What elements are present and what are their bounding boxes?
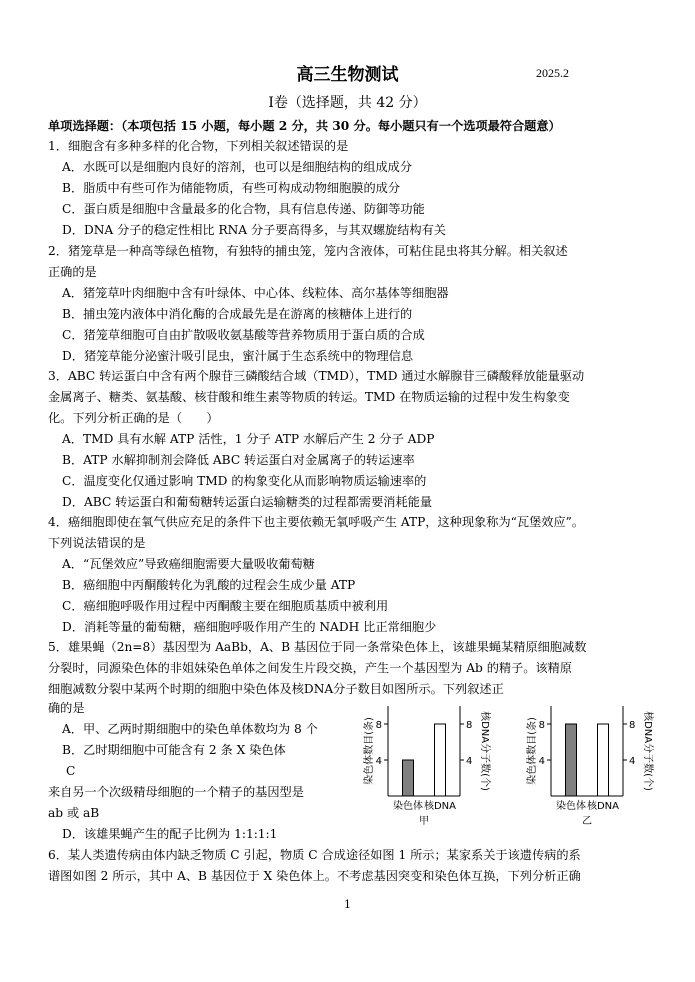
section-instructions: 单项选择题：（本项包括 15 小题，每小题 2 分，共 30 分。每小题只有一个选项最符合题意）	[48, 119, 561, 133]
option-line: D．DNA 分子的稳定性相比 RNA 分子要高得多，与其双螺旋结构有关	[62, 223, 446, 237]
question-line: 化。下列分析正确的是（ ）	[48, 411, 219, 425]
y-axis-label-left: 染色体数目(条)	[364, 717, 375, 785]
page-title: 高三生物测试	[296, 65, 399, 85]
chart-title: 甲	[419, 816, 429, 827]
option-line: C．温度变化仅通过影响 TMD 的构象变化从而影响物质运输速率的	[62, 474, 427, 488]
category-label: 核DNA	[423, 801, 457, 812]
option-line: A．甲、乙两时期细胞中的染色单体数均为 8 个	[62, 722, 318, 736]
question-line: 下列说法错误的是	[48, 536, 146, 550]
option-line: A．猪笼草叶肉细胞中含有叶绿体、中心体、线粒体、高尔基体等细胞器	[62, 286, 449, 300]
tick-label: 4	[375, 756, 382, 767]
y-axis-label-left: 染色体数目(条)	[527, 717, 538, 785]
question-line: 确的是	[48, 701, 85, 715]
chart-yi	[525, 696, 655, 830]
chart-jia	[362, 696, 492, 830]
tick-label: 8	[466, 720, 473, 731]
option-line: C	[66, 764, 76, 778]
option-line: ab 或 aB	[48, 806, 100, 820]
bar	[566, 724, 577, 796]
y-axis-label-right: 核DNA分子数(个)	[642, 711, 653, 791]
chart-jia-svg	[362, 696, 492, 826]
question-line: 谱图如图 2 所示，其中 A、B 基因位于 X 染色体上。不考虑基因突变和染色体互换，下列分析正确	[48, 869, 581, 883]
page-number: 1	[344, 898, 351, 911]
question-line: 细胞减数分裂中某两个时期的细胞中染色体及核DNA分子数目如图所示。下列叙述正	[48, 682, 504, 696]
question-line: 1．细胞含有多种多样的化合物，下列相关叙述错误的是	[48, 139, 349, 153]
question-line: 正确的是	[48, 265, 97, 279]
category-label: 核DNA	[586, 801, 620, 812]
option-line: C．猪笼草细胞可自由扩散吸收氨基酸等营养物质用于蛋白质的合成	[62, 328, 425, 342]
option-line: C．癌细胞呼吸作用过程中丙酮酸主要在细胞质基质中被利用	[62, 599, 389, 613]
chart-title: 乙	[582, 816, 592, 827]
question-line: 2．猪笼草是一种高等绿色植物，有独特的捕虫笼，笼内含液体，可粘住昆虫将其分解。相关叙述	[48, 244, 568, 258]
tick-label: 8	[375, 720, 382, 731]
question-line: 3．ABC 转运蛋白中含有两个腺苷三磷酸结合域（TMD），TMD 通过水解腺苷三磷酸释放能量驱动	[48, 369, 585, 383]
question-line: 分裂时，同源染色体的非姐妹染色单体之间发生片段交换，产生一个基因型为 Ab 的精子。该精原	[48, 661, 573, 675]
tick-label: 4	[629, 756, 636, 767]
tick-label: 4	[466, 756, 473, 767]
category-label: 染色体	[393, 801, 423, 812]
question-line: 5．雄果蝇（2n=8）基因型为 AaBb，A、B 基因位于同一条常染色体上，该雄果蝇某精原细胞减数	[48, 640, 587, 654]
section-subtitle: Ⅰ卷（选择题，共 42 分）	[268, 95, 427, 111]
question-line: 4．癌细胞即使在氧气供应充足的条件下也主要依赖无氧呼吸产生 ATP，这种现象称为“瓦堡效应”。	[48, 515, 585, 529]
category-label: 染色体	[556, 801, 586, 812]
option-line: D．消耗等量的葡萄糖，癌细胞呼吸作用产生的 NADH 比正常细胞少	[62, 620, 437, 634]
option-line: B．脂质中有些可作为储能物质，有些可构成动物细胞膜的成分	[62, 181, 401, 195]
option-line: D．猪笼草能分泌蜜汁吸引昆虫，蜜汁属于生态系统中的物理信息	[62, 349, 414, 363]
bar	[435, 724, 446, 796]
option-line: C．蛋白质是细胞中含量最多的化合物，具有信息传递、防御等功能	[62, 202, 425, 216]
question-line: 6．某人类遗传病由体内缺乏物质 C 引起，物质 C 合成途径如图 1 所示；某家系关于该遗传病的系	[48, 848, 581, 862]
bar	[598, 724, 609, 796]
option-line: D．该雄果蝇产生的配子比例为 1:1:1:1	[62, 827, 278, 841]
option-line: B．ATP 水解抑制剂会降低 ABC 转运蛋白对金属离子的转运速率	[62, 453, 415, 467]
option-line: D．ABC 转运蛋白和葡萄糖转运蛋白运输糖类的过程都需要消耗能量	[62, 495, 433, 509]
exam-date: 2025.2	[536, 66, 569, 80]
option-line: A．水既可以是细胞内良好的溶剂，也可以是细胞结构的组成成分	[62, 160, 413, 174]
option-line: A．“瓦堡效应”导致癌细胞需要大量吸收葡萄糖	[62, 557, 315, 571]
option-line: B．捕虫笼内液体中消化酶的合成最先是在游离的核糖体上进行的	[62, 307, 413, 321]
option-line: 来自另一个次级精母细胞的一个精子的基因型是	[48, 785, 304, 799]
bar	[403, 760, 414, 796]
y-axis-label-right: 核DNA分子数(个)	[479, 711, 490, 791]
option-line: A．TMD 具有水解 ATP 活性，1 分子 ATP 水解后产生 2 分子 ADP	[62, 432, 435, 446]
question-line: 金属离子、糖类、氨基酸、核苷酸和维生素等物质的转运。TMD 在物质运输的过程中发生构象变	[48, 390, 570, 404]
chart-yi-svg	[525, 696, 655, 826]
option-line: B．癌细胞中丙酮酸转化为乳酸的过程会生成少量 ATP	[62, 578, 356, 592]
tick-label: 8	[538, 720, 545, 731]
tick-label: 8	[629, 720, 636, 731]
tick-label: 4	[538, 756, 545, 767]
option-line: B．乙时期细胞中可能含有 2 条 X 染色体	[62, 743, 286, 757]
